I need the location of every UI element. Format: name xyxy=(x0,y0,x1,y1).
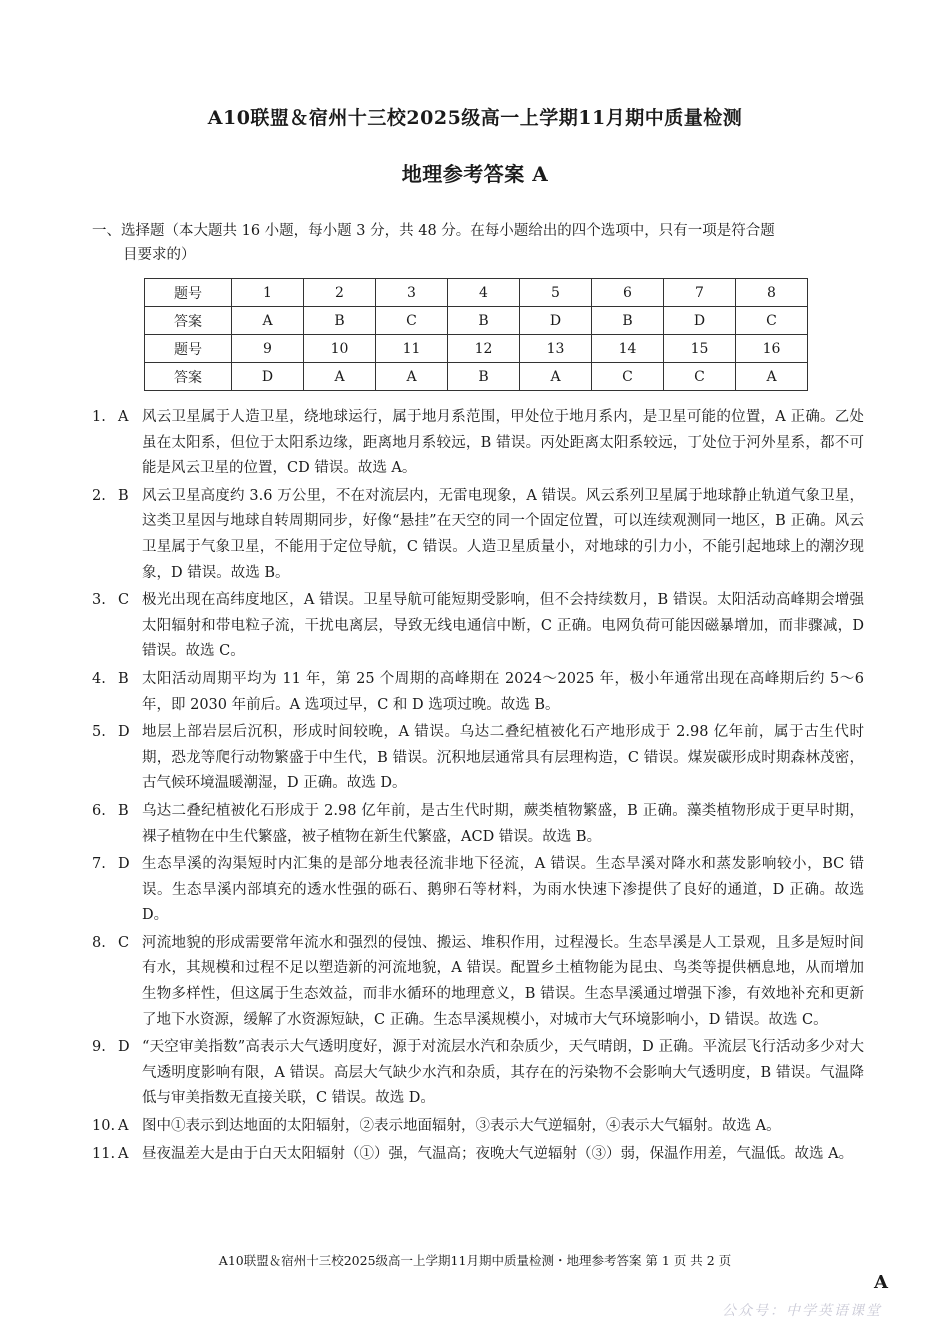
explanation-item xyxy=(92,1035,864,1112)
document-subtitle: 地理参考答案 A xyxy=(401,162,549,186)
item-answer: B xyxy=(118,802,129,819)
item-answer: B xyxy=(118,487,129,504)
answer-letter-cell: C xyxy=(736,307,808,335)
question-number-cell: 16 xyxy=(736,335,808,363)
row-label: 题号 xyxy=(145,335,232,363)
item-number-label xyxy=(92,720,142,746)
item-text: 河流地貌的形成需要常年流水和强烈的侵蚀、搬运、堆积作用，过程漫长。生态旱溪是人工景观，且多是短时间有水，其规模和过程不足以塑造新的河流地貌，A 错误。配置乡土植物能为昆虫、鸟类等提供栖息地，从而增加生物多样性，但这属于生态效益，而非水循环的地理意义，B 错误。生态旱溪通过增强下渗，有效地补充和更新了地下水资源，缓解了水资源短缺，C 正确。生态旱溪规模小，对城市大气环境影响小，D 错误。故选 C。 xyxy=(142,934,864,1028)
section-heading-line1: 一、选择题（本大题共 16 小题，每小题 3 分，共 48 分。在每小题给出的四个选项中，只有一项是符合题 xyxy=(92,223,775,239)
question-number-cell: 13 xyxy=(520,335,592,363)
item-text: 生态旱溪的沟渠短时内汇集的是部分地表径流非地下径流，A 错误。生态旱溪对降水和蒸发影响较小，BC 错误。生态旱溪内部填充的透水性强的砾石、鹅卵石等材料，为雨水快速下渗提供了良好的通道，D 正确。故选 D。 xyxy=(142,856,864,924)
item-number: 9. xyxy=(92,1039,106,1056)
row-label: 答案 xyxy=(145,307,232,335)
item-answer: A xyxy=(118,1118,129,1135)
item-number-label xyxy=(92,931,142,957)
question-number-cell: 14 xyxy=(592,335,664,363)
question-number-cell: 11 xyxy=(376,335,448,363)
answer-table xyxy=(144,278,808,391)
question-number-cell: 2 xyxy=(304,279,376,307)
question-number-cell: 5 xyxy=(520,279,592,307)
answer-letter-cell: B xyxy=(592,307,664,335)
item-number: 1. xyxy=(92,409,106,425)
answer-letter-cell: A xyxy=(520,363,592,391)
section-heading xyxy=(92,219,862,267)
answer-letter-cell: A xyxy=(304,363,376,391)
item-text: 图中①表示到达地面的太阳辐射，②表示地面辐射，③表示大气逆辐射，④表示大气辐射。故选 A。 xyxy=(142,1118,781,1135)
row-label: 答案 xyxy=(145,363,232,391)
item-text: 极光出现在高纬度地区，A 错误。卫星导航可能短期受影响，但不会持续数月，B 错误。太阳活动高峰期会增强太阳辐射和带电粒子流，干扰电离层，导致无线电通信中断，C 正确。电网负荷可能因磁暴增加，而非骤减，D 错误。故选 C。 xyxy=(142,592,864,660)
answer-letter-cell: B xyxy=(304,307,376,335)
question-number-cell: 6 xyxy=(592,279,664,307)
item-number: 10. xyxy=(92,1118,116,1135)
item-text: 太阳活动周期平均为 11 年，第 25 个周期的高峰期在 2024～2025 年，极小年通常出现在高峰期后约 5～6 年，即 2030 年前后。A 选项过早，C 和 D 选项过晚。故选 B。 xyxy=(142,670,864,713)
table-row xyxy=(145,335,808,363)
answer-letter-cell: A xyxy=(736,363,808,391)
item-number: 8. xyxy=(92,934,106,951)
explanation-item xyxy=(92,1142,864,1168)
explanation-item xyxy=(92,588,864,665)
row-label: 题号 xyxy=(145,279,232,307)
answer-letter-cell: B xyxy=(448,307,520,335)
explanation-item xyxy=(92,931,864,1033)
explanation-item xyxy=(92,405,864,482)
table-row xyxy=(145,363,808,391)
question-number-cell: 1 xyxy=(232,279,304,307)
question-number-cell: 4 xyxy=(448,279,520,307)
item-answer: D xyxy=(118,856,130,873)
item-text: “天空审美指数”高表示大气透明度好，源于对流层水汽和杂质少，天气晴朗，D 正确。平流层飞行活动多少对大气透明度影响有限，A 错误。高层大气缺少水汽和杂质，其存在的污染物不会影响大气透明度，B 错误。气温降低与审美指数无直接关联，C 错误。故选 D。 xyxy=(142,1039,864,1107)
explanation-item xyxy=(92,852,864,929)
item-number-label xyxy=(92,484,142,510)
item-number-label xyxy=(92,852,142,878)
document-title: A10联盟＆宿州十三校2025级高一上学期11月期中质量检测 xyxy=(207,107,743,129)
watermark: 公众号：中学英语课堂 xyxy=(722,1303,882,1319)
item-answer: A xyxy=(118,1145,129,1162)
item-number-label xyxy=(92,405,142,431)
item-text: 地层上部岩层后沉积，形成时间较晚，A 错误。乌达二叠纪植被化石产地形成于 2.98 亿年前，属于古生代时期，恐龙等爬行动物繁盛于中生代，B 错误。沉积地层通常具有层理构造，C 错误。煤炭碳形成时期森林茂密，古气候环境温暖潮湿，D 正确。故选 D。 xyxy=(142,724,864,792)
corner-mark: A xyxy=(874,1272,888,1293)
item-text: 风云卫星高度约 3.6 万公里，不在对流层内，无雷电现象，A 错误。风云系列卫星属于地球静止轨道气象卫星，这类卫星因与地球自转周期同步，好像“悬挂”在天空的同一个固定位置，可以连续观测同一地区，B 正确。风云卫星属于气象卫星，不能用于定位导航，C 错误。人造卫星质量小，对地球的引力小，不能引起地球上的潮汐现象，D 错误。故选 B。 xyxy=(142,487,864,581)
question-number-cell: 9 xyxy=(232,335,304,363)
item-number: 4. xyxy=(92,670,106,687)
item-number-label xyxy=(92,667,142,693)
item-answer: C xyxy=(118,934,130,951)
explanation-item xyxy=(92,799,864,850)
question-number-cell: 15 xyxy=(664,335,736,363)
answer-letter-cell: C xyxy=(376,307,448,335)
item-number: 2. xyxy=(92,487,106,504)
explanation-item xyxy=(92,667,864,718)
item-number: 6. xyxy=(92,802,106,819)
item-answer: D xyxy=(118,724,130,741)
item-text: 乌达二叠纪植被化石形成于 2.98 亿年前，是古生代时期，蕨类植物繁盛，B 正确。藻类植物形成于更早时期，裸子植物在中生代繁盛，被子植物在新生代繁盛，ACD 错误。故选 B。 xyxy=(142,802,864,845)
question-number-cell: 10 xyxy=(304,335,376,363)
answer-letter-cell: C xyxy=(592,363,664,391)
explanation-item xyxy=(92,720,864,797)
question-number-cell: 3 xyxy=(376,279,448,307)
question-number-cell: 8 xyxy=(736,279,808,307)
item-number: 5. xyxy=(92,724,106,741)
table-row xyxy=(145,279,808,307)
answer-letter-cell: D xyxy=(520,307,592,335)
table-row xyxy=(145,307,808,335)
explanation-item xyxy=(92,484,864,586)
answer-letter-cell: D xyxy=(664,307,736,335)
answer-letter-cell: B xyxy=(448,363,520,391)
item-answer: B xyxy=(118,670,129,687)
question-number-cell: 7 xyxy=(664,279,736,307)
explanation-list xyxy=(92,405,864,1169)
item-number: 7. xyxy=(92,856,106,873)
answer-letter-cell: C xyxy=(664,363,736,391)
item-answer: C xyxy=(118,592,130,609)
section-heading-line2: 目要求的） xyxy=(123,247,196,263)
item-answer: A xyxy=(118,409,129,425)
item-number-label xyxy=(92,588,142,614)
item-answer: D xyxy=(118,1039,130,1056)
page-footer: A10联盟＆宿州十三校2025级高一上学期11月期中质量检测・地理参考答案 第 1 页 共 2 页 xyxy=(218,1253,732,1268)
answer-letter-cell: D xyxy=(232,363,304,391)
item-number: 3. xyxy=(92,592,106,609)
item-number-label xyxy=(92,1142,142,1168)
item-number-label xyxy=(92,799,142,825)
explanation-item xyxy=(92,1114,864,1140)
question-number-cell: 12 xyxy=(448,335,520,363)
item-text: 昼夜温差大是由于白天太阳辐射（①）强，气温高；夜晚大气逆辐射（③）弱，保温作用差，气温低。故选 A。 xyxy=(142,1145,854,1162)
item-number-label xyxy=(92,1114,142,1140)
answer-letter-cell: A xyxy=(376,363,448,391)
item-number-label xyxy=(92,1035,142,1061)
answer-letter-cell: A xyxy=(232,307,304,335)
item-text: 风云卫星属于人造卫星，绕地球运行，属于地月系范围，甲处位于地月系内，是卫星可能的位置，A 正确。乙处虽在太阳系，但位于太阳系边缘，距离地月系较远，B 错误。丙处距离太阳系较远，丁处位于河外星系，都不可能是风云卫星的位置，CD 错误。故选 A。 xyxy=(142,409,864,477)
item-number: 11. xyxy=(92,1145,116,1162)
